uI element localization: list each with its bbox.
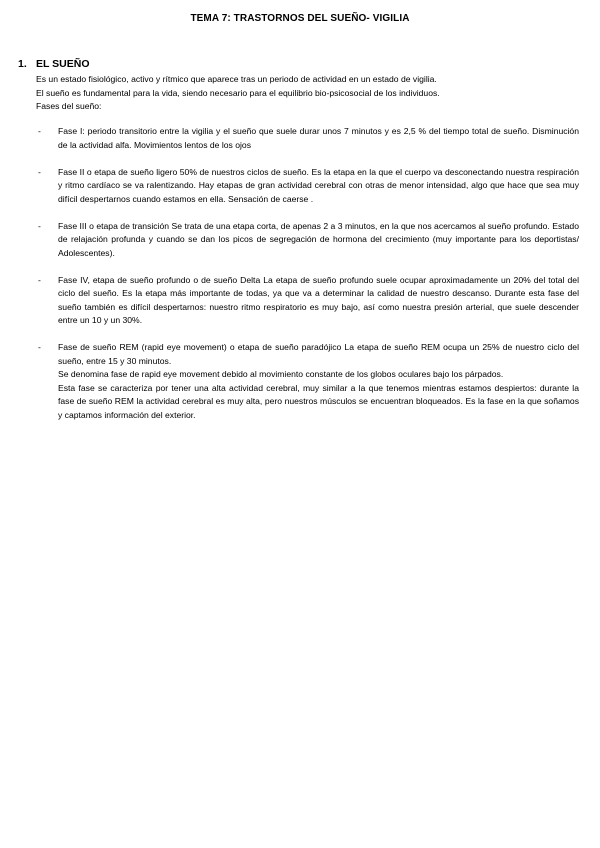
phase-paragraph: Esta fase se caracteriza por tener una alta actividad cerebral, muy similar a la que tenemos mientras estamos despiertos: durante la fase de sueño REM la actividad cerebral es muy alta, pero nuestros músculos se encuentran bloqueados. Es la fase en la que soñamos y captamos información del exterior. bbox=[58, 382, 579, 420]
bullet-marker: - bbox=[38, 220, 41, 231]
phase-paragraph: Fase III o etapa de transición Se trata de una etapa corta, de apenas 2 a 3 minutos, en la que nos acercamos al sueño profundo. Estado de relajación profunda y cuando se dan los picos de segregación de hormona del crecimiento (muy importante para los deportistas/ Adolescentes). bbox=[58, 220, 579, 258]
intro-paragraph: Fases del sueño: bbox=[36, 101, 102, 111]
phase-paragraph: Fase II o etapa de sueño ligero 50% de nuestros ciclos de sueño. Es la etapa en la que el cuerpo va desconectando nuestra respiración y ritmo cardíaco se va ralentizando. Hay etapas de gran actividad cerebral con otras de menor intensidad, algo que hace que sea muy difícil despertarnos cuando estamos en ella. Sensación de caerse . bbox=[58, 166, 579, 204]
phase-item-2 bbox=[36, 166, 579, 207]
section-heading bbox=[18, 58, 89, 70]
section-intro bbox=[36, 73, 556, 114]
phase-item-4 bbox=[36, 274, 579, 328]
phase-paragraph: Se denomina fase de rapid eye movement debido al movimiento constante de los globos oculares bajo los párpados. bbox=[58, 369, 504, 379]
phase-paragraph: Fase I: periodo transitorio entre la vigilia y el sueño que suele durar unos 7 minutos y es 2,5 % del tiempo total de sueño. Disminución de la actividad alfa. Movimientos lentos de los ojos bbox=[58, 126, 579, 150]
section-number: 1. bbox=[18, 58, 27, 70]
intro-paragraph: Es un estado fisiológico, activo y rítmico que aparece tras un periodo de actividad en un estado de vigilia. bbox=[36, 74, 437, 84]
phase-item-5 bbox=[36, 341, 579, 422]
bullet-marker: - bbox=[38, 126, 41, 136]
bullet-marker: - bbox=[38, 342, 41, 352]
phase-paragraph: Fase de sueño REM (rapid eye movement) o etapa de sueño paradójico La etapa de sueño REM ocupa un 25% de nuestro ciclo del sueño, entre 15 y 30 minutos. bbox=[58, 342, 579, 366]
bullet-marker: - bbox=[38, 274, 41, 285]
section-heading-text: EL SUEÑO bbox=[36, 58, 90, 70]
phase-item-1 bbox=[36, 125, 579, 152]
bullet-marker: - bbox=[38, 166, 41, 177]
document-title: TEMA 7: TRASTORNOS DEL SUEÑO- VIGILIA bbox=[190, 13, 410, 24]
phase-item-3 bbox=[36, 220, 579, 261]
phase-paragraph: Fase IV, etapa de sueño profundo o de sueño Delta La etapa de sueño profundo suele ocupar aproximadamente un 20% del total del ciclo del sueño. Es la etapa más importante de todas, ya que va a determinar la calidad de nuestro descanso. Durante esta fase del sueño también es difícil despertarnos: nuestro ritmo respiratorio es muy bajo, así como nuestra presión arterial, que suele descender entre un 10 y un 30%. bbox=[58, 274, 579, 325]
phase-list bbox=[36, 125, 579, 436]
intro-paragraph: El sueño es fundamental para la vida, siendo necesario para el equilibrio bio-psicosocial de los individuos. bbox=[36, 87, 440, 98]
